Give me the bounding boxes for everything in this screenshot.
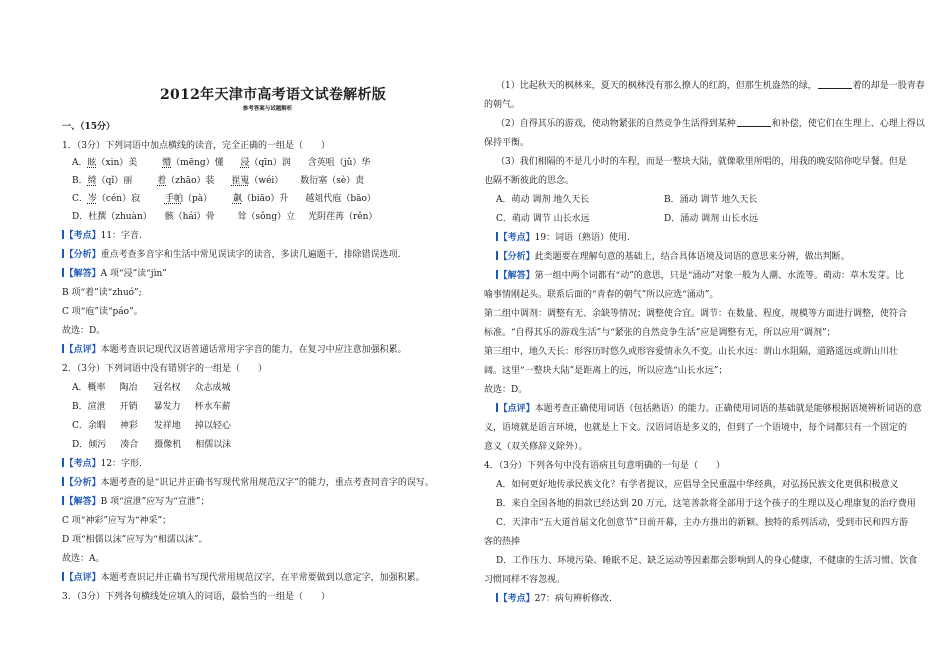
q3-option-b: B．涌动 调节 地久天长 bbox=[664, 195, 758, 205]
q3-fenxi: 【分析】此类题要在理解句意的基础上，结合具体语境及词语的意思来分辨，做出判断。 bbox=[496, 251, 850, 263]
q2-kaodian: 【考点】12：字形. bbox=[62, 458, 142, 470]
q3-jieda-6: 阔。这里“一整块大陆”是距离上的远，所以应选“山长水远”； bbox=[484, 366, 728, 376]
fill-blank bbox=[818, 80, 852, 89]
q4-option-d: D．工作压力、环境污染、睡眠不足、缺乏运动等因素都会影响到人的身心健康，不健康的生活习惯、饮食 bbox=[496, 556, 918, 566]
q3-sentence-3: （3）我们相隔的不是几小时的车程，而是一整块大陆，就像歌里所唱的，用我的晚安陪你吃早餐。但是 bbox=[496, 157, 907, 167]
page-subtitle: 参考答案与试题解析 bbox=[242, 106, 293, 112]
q3-option-a: A．萌动 调剂 地久天长 bbox=[496, 195, 590, 205]
q2-option-b: B．渲泄 开销 暴发力 杯水车薪 bbox=[72, 402, 231, 412]
q2-jieda-c: C 项“神彩”应写为“神采”； bbox=[62, 516, 172, 526]
q4-option-a: A．如何更好地传承民族文化？有学者提议，应倡导全民重温中华经典，对弘扬民族文化更俱积极意义 bbox=[496, 480, 899, 490]
q1-jieda: 【解答】A 项“浸”读“jìn” bbox=[62, 268, 167, 280]
q4-option-c2: 客的热捧 bbox=[484, 537, 521, 547]
section-heading: 一、（15分） bbox=[62, 122, 116, 132]
q1-answer: 故选：D。 bbox=[62, 326, 106, 336]
q2-option-c: C．余暇 神彩 发祥地 掉以轻心 bbox=[72, 421, 231, 431]
q2-option-a: A．概率 陶冶 冠名权 众志成城 bbox=[72, 383, 231, 393]
q3-option-c: C．萌动 调节 山长水远 bbox=[496, 214, 590, 224]
q1-option-a: A．眩（xin）美 懵（mēng）懂 浸（qīn）润 含英咀（jǔ）华 bbox=[72, 158, 371, 168]
q3-sentence-3b: 也隔不断彼此的思念。 bbox=[484, 176, 575, 186]
q3-jieda-3: 第二组中调剂：调整有无、余缺等情况；调整使合宜。调节：在数量、程度、规模等方面进行调整，使符合 bbox=[484, 309, 908, 319]
q3-jieda-5: 第三组中，地久天长：形容历时悠久或形容爱情永久不变。山长水远：谓山水阻隔，道路遥远或谓山川壮 bbox=[484, 347, 899, 357]
q3-kaodian: 【考点】19：词语（熟语）使用. bbox=[496, 232, 630, 244]
q2-dianping: 【点评】本题考查识记并正确书写现代常用规范汉字，在平常要做到以意定字，加强积累。 bbox=[62, 572, 425, 584]
q4-kaodian: 【考点】27：病句辨析修改. bbox=[496, 593, 612, 605]
q4-stem: 4．（3分）下列各句中没有语病且句意明确的一句是（ ） bbox=[484, 461, 725, 471]
q1-jieda-b: B 项“着”读“zhuó”; bbox=[62, 288, 142, 298]
q3-jieda-2: 喻事情刚起头。联系后面的“青春的朝气”所以应选“涌动”。 bbox=[484, 290, 719, 300]
q3-sentence-1: （1）比起秋天的枫林来，夏天的枫林没有那么撩人的红韵，但那生机盎然的绿， 着的却是一股青春 bbox=[496, 81, 925, 91]
q3-option-d: D．涌动 调剂 山长水远 bbox=[664, 214, 758, 224]
q1-dianping: 【点评】本题考查识记现代汉语普通话常用字字音的能力，在复习中应注意加强积累。 bbox=[62, 344, 407, 356]
q3-sentence-2: （2）自得其乐的游戏，使动物紧张的自然竞争生活得到某种 和补偿，使它们在生理上、心理上得以 bbox=[496, 119, 925, 129]
q1-option-d: D．杜撰（zhuàn） 骸（hái）骨 耸（sǒng）立 光阴荏苒（rěn） bbox=[72, 212, 378, 222]
page-title: 2012年天津市高考语文试卷解析版 bbox=[160, 87, 387, 103]
q2-option-d: D．倾污 凑合 摄像机 相儒以沫 bbox=[72, 440, 232, 450]
q1-stem: 1．（3分）下列词语中加点横线的读音，完全正确的一组是（ ） bbox=[62, 141, 330, 151]
q2-answer: 故选：A。 bbox=[62, 554, 105, 564]
q3-dianping-2: 义，语境就是语言环境，也就是上下文。汉语词语是多义的，但到了一个语境中，每个词都只有一个固定的 bbox=[484, 423, 908, 433]
q3-sentence-1b: 的朝气。 bbox=[484, 100, 521, 110]
q3-dianping: 【点评】本题考查正确使用词语（包括熟语）的能力。正确使用词语的基础就是能够根据语境辨析词语的意 bbox=[496, 403, 922, 415]
q2-jieda: 【解答】B 项“渲泄”应写为“宣泄”； bbox=[62, 496, 210, 508]
q3-sentence-2b: 保持平衡。 bbox=[484, 138, 530, 148]
q1-fenxi: 【分析】重点考查多音字和生活中常见误读字的读音，多读几遍题干，排除错误选项. bbox=[62, 249, 400, 261]
q1-kaodian: 【考点】11：字音. bbox=[62, 230, 142, 242]
q3-answer: 故选：D。 bbox=[484, 385, 528, 395]
q1-jieda-c: C 项“庖”读“páo”。 bbox=[62, 307, 143, 317]
q2-jieda-d: D 项“相儒以沫”应写为“相濡以沫”。 bbox=[62, 535, 208, 545]
q4-option-c: C．天津市“五大道首届文化创意节”日前开幕，主办方推出的新颖、独特的系列活动，受到市民和四方游 bbox=[496, 518, 909, 528]
q4-option-b: B．来自全国各地的捐款已经达到 20 万元，这笔善款将全部用于这个孩子的生理以及心理康复的治疗费用 bbox=[496, 499, 916, 509]
q3-dianping-3: 意义（双关修辞义除外）。 bbox=[484, 442, 588, 452]
q3-jieda: 【解答】第一组中两个词都有“动”的意思，只是“涌动”对象一般为人潮、水流等。萌动：草木发芽。比 bbox=[496, 270, 904, 282]
q2-fenxi: 【分析】本题考查的是“识记并正确书写现代常用规范汉字”的能力，重点考查同音字的误写。 bbox=[62, 477, 434, 489]
q2-stem: 2．（3分）下列词语中没有错别字的一组是（ ） bbox=[62, 364, 267, 374]
fill-blank bbox=[737, 118, 771, 127]
q3-jieda-4: 标准。“自得其乐的游戏生活”与“紧张的自然竞争生活”应是调整有无，所以应用“调剂”； bbox=[484, 328, 836, 338]
q1-option-b: B．绮（qǐ）丽 着（zhāo）装 崔嵬（wéi） 数衍塞（sè）责 bbox=[72, 176, 365, 186]
q1-option-c: C．岑（cén）寂 手帕（pà） 飙（biāo）升 越俎代庖（bāo） bbox=[72, 194, 376, 204]
q4-option-d2: 习惯同样不容忽视。 bbox=[484, 575, 566, 585]
q3-stem: 3．（3分）下列各句横线处应填入的词语，最恰当的一组是（ ） bbox=[62, 592, 330, 602]
